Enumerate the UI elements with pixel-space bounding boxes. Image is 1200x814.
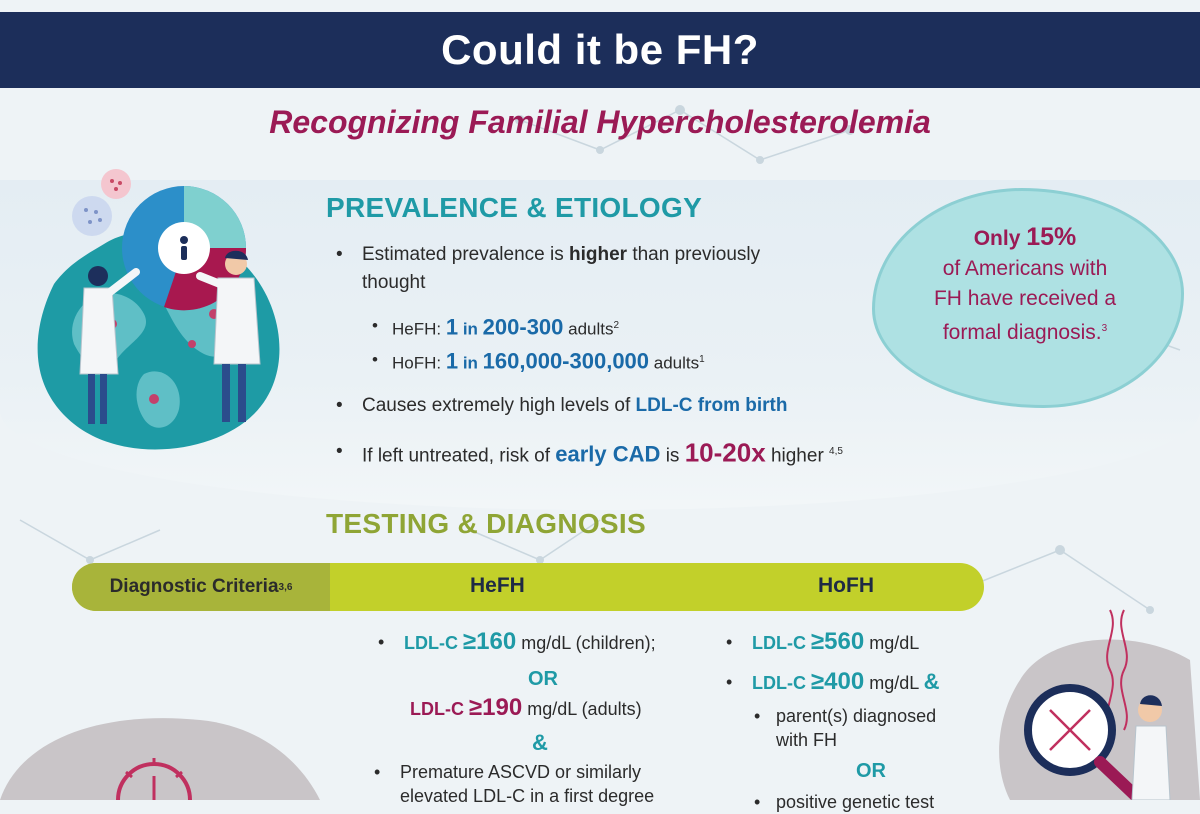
prevalence-title: PREVALENCE & ETIOLOGY [326, 192, 703, 223]
gauge-illustration [0, 700, 320, 800]
higher-emphasis: higher [569, 244, 628, 265]
testing-title: TESTING & DIAGNOSIS [326, 508, 646, 539]
bullet-cad-risk: • If left untreated, risk of early CAD is 10-20x higher $^{4,5}$ [336, 437, 843, 468]
hofh-criterion-parents: • parent(s) diagnosed with FH [754, 706, 937, 750]
page-title: Could it be FH? [441, 26, 759, 73]
diagnosis-percentage: 15% [1026, 223, 1077, 251]
hefh-criterion-adults: LDL-C ≥190 mg/dL (adults) [410, 694, 642, 721]
hefh-criterion-ascvd: • Premature ASCVD or similarly elevated LDL-C in a first degree [374, 762, 655, 806]
column-header-hefh: HeFH [470, 574, 525, 597]
molecule-icon [72, 196, 112, 236]
dna-magnifier-illustration [990, 600, 1200, 800]
hefh-and: & [532, 730, 548, 755]
hofh-or: OR [856, 760, 886, 782]
bullet-hofh-prevalence: • HoFH: 1 in 160,000-300,000 adults$^1$ [372, 348, 705, 374]
globe-doctors-illustration [14, 164, 304, 464]
criteria-label: Diagnostic Criteria 3,6 [72, 563, 330, 611]
title-bar [0, 12, 1200, 88]
hefh-criterion-children: • LDL-C ≥160 mg/dL (children); [378, 628, 656, 655]
diagnosis-callout: Only 15% of Americans with FH have received a formal diagnosis.$^3$ [933, 223, 1117, 344]
page-subtitle: Recognizing Familial Hypercholesterolemia [269, 104, 931, 140]
hefh-or: OR [528, 668, 558, 690]
cell-icon [101, 169, 131, 199]
column-header-hofh: HoFH [818, 574, 874, 597]
bullet-hefh-prevalence: • HeFH: 1 in 200-300 adults$^2$ [372, 314, 620, 340]
hofh-criterion-genetic: • positive genetic test [754, 792, 935, 812]
bullet-ldl-birth: • Causes extremely high levels of LDL-C from birth [336, 395, 788, 416]
hofh-criterion-400: • LDL-C ≥400 mg/dL & [726, 668, 940, 695]
hofh-criterion-560: • LDL-C ≥560 mg/dL [726, 628, 920, 655]
bullet-prevalence: • Estimated prevalence is higher than previously thought [336, 244, 761, 293]
